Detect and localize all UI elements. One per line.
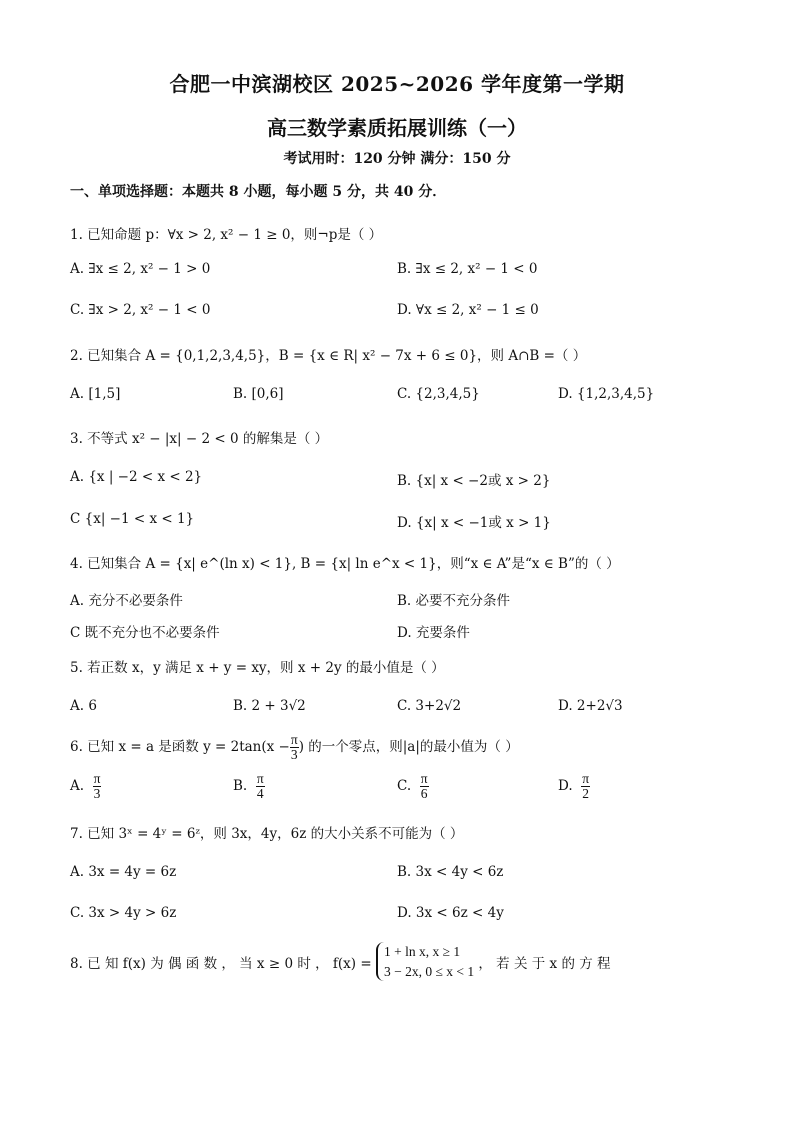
question-5-option-d: D. 2+2√3 — [558, 698, 623, 714]
section-heading: 一、单项选择题：本题共 8 小题，每小题 5 分，共 40 分． — [70, 184, 447, 200]
exam-title: 合肥一中滨湖校区 2025~2026 学年度第一学期 — [169, 72, 625, 96]
question-2-option-a: A. [1,5] — [70, 386, 121, 402]
question-5-option-a: A. 6 — [70, 698, 97, 714]
question-4-option-d: D. 充要条件 — [397, 625, 470, 641]
question-1-stem: 1. 已知命题 p：∀x > 2, x² − 1 ≥ 0，则¬p是（ ） — [70, 227, 383, 243]
question-1-option-c: C. ∃x > 2, x² − 1 < 0 — [70, 302, 211, 318]
question-3-option-c: C {x| −1 < x < 1} — [70, 511, 195, 527]
question-2-stem: 2. 已知集合 A = {0,1,2,3,4,5}，B = {x ∈ R| x² − 7x + 6 ≤ 0}，则 A∩B =（ ） — [70, 348, 587, 364]
question-8-stem-part2: ， 若 关 于 x 的 方 程 — [478, 955, 611, 972]
question-1-option-b: B. ∃x ≤ 2, x² − 1 < 0 — [397, 261, 538, 277]
question-5-stem: 5. 若正数 x，y 满足 x + y = xy，则 x + 2y 的最小值是（ ） — [70, 660, 445, 676]
question-4-option-c: C 既不充分也不必要条件 — [70, 625, 220, 641]
question-4-stem: 4. 已知集合 A = {x| e^(ln x) < 1}, B = {x| ln e^x < 1}，则“x ∈ A”是“x ∈ B”的（ ） — [70, 556, 620, 572]
question-2-option-c: C. {2,3,4,5} — [397, 386, 480, 402]
question-6-fraction: $\frac{\pi}{3}$ — [290, 732, 298, 763]
question-3-option-b: B. {x| x < −2或 x > 2} — [397, 473, 551, 489]
question-6-option-d: D. $\frac{\pi}{2}$ — [558, 771, 590, 802]
question-4-option-a: A. 充分不必要条件 — [70, 593, 183, 609]
exam-subtitle: 高三数学素质拓展训练（一） — [267, 116, 527, 140]
question-6-option-c: C. $\frac{\pi}{6}$ — [397, 771, 428, 802]
question-6-stem-part1: 6. 已知 x = a 是函数 y = 2tan(x − — [70, 739, 290, 756]
question-8-stem-part1: 8. 已 知 f(x) 为 偶 函 数 ， 当 x ≥ 0 时 ， f(x) = — [70, 955, 372, 972]
question-6-stem — [70, 733, 519, 762]
question-1-option-d: D. ∀x ≤ 2, x² − 1 ≤ 0 — [397, 302, 539, 318]
piecewise-case-2: 3 − 2x, 0 ≤ x < 1 — [383, 963, 475, 979]
question-3-stem: 3. 不等式 x² − |x| − 2 < 0 的解集是（ ） — [70, 431, 329, 447]
question-3-option-a: A. {x | −2 < x < 2} — [70, 469, 203, 485]
question-8-stem — [70, 942, 611, 981]
question-5-option-c: C. 3+2√2 — [397, 698, 462, 714]
question-1-option-a: A. ∃x ≤ 2, x² − 1 > 0 — [70, 261, 211, 277]
question-4-option-b: B. 必要不充分条件 — [397, 593, 511, 609]
question-7-stem: 7. 已知 3ˣ = 4ʸ = 6ᶻ，则 3x，4y，6z 的大小关系不可能为（ ） — [70, 826, 464, 842]
question-3-option-d: D. {x| x < −1或 x > 1} — [397, 515, 551, 531]
question-5-option-b: B. 2 + 3√2 — [233, 698, 306, 714]
question-2-option-b: B. [0,6] — [233, 386, 284, 402]
question-7-option-c: C. 3x > 4y > 6z — [70, 905, 177, 921]
question-6-option-a: A. $\frac{\pi}{3}$ — [70, 771, 101, 802]
question-2-option-d: D. {1,2,3,4,5} — [558, 386, 655, 402]
question-8-piecewise — [376, 942, 474, 981]
question-7-option-d: D. 3x < 6z < 4y — [397, 905, 504, 921]
question-6-stem-part2: ) 的一个零点，则|a|的最小值为（ ） — [298, 739, 519, 756]
piecewise-case-1: 1 + ln x, x ≥ 1 — [383, 944, 461, 959]
question-7-option-b: B. 3x < 4y < 6z — [397, 864, 504, 880]
question-6-option-b: B. $\frac{\pi}{4}$ — [233, 771, 264, 802]
question-7-option-a: A. 3x = 4y = 6z — [70, 864, 177, 880]
exam-info: 考试用时：120 分钟 满分：150 分 — [283, 151, 511, 167]
